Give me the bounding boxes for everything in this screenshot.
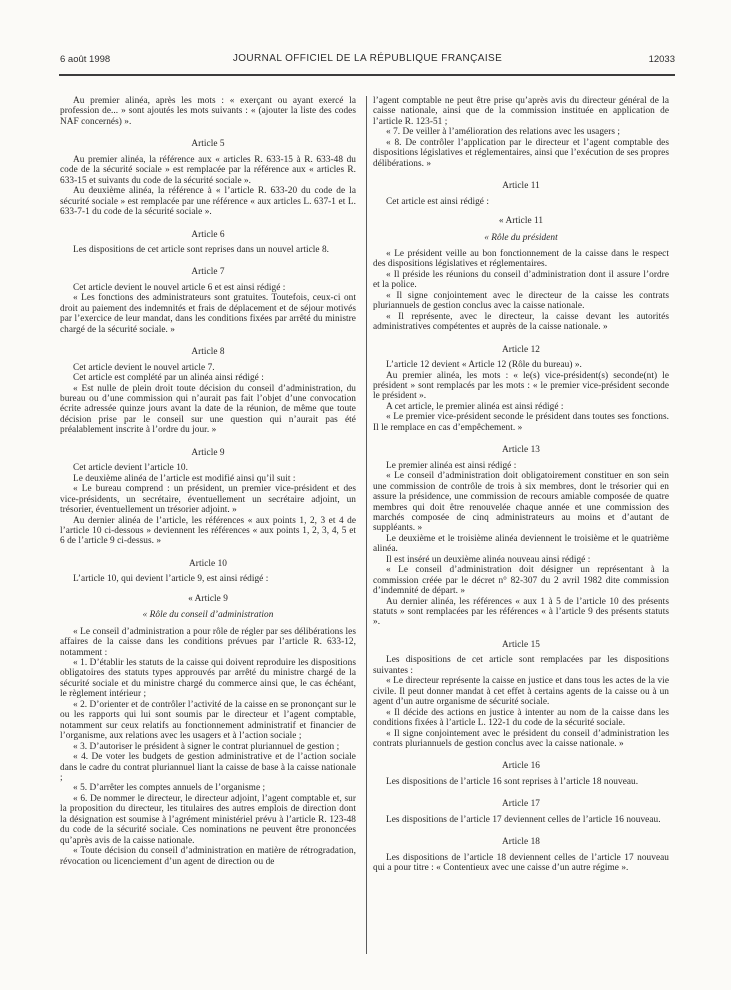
paragraph: Les dispositions de cet article sont remplacées par les dispositions suivantes : bbox=[373, 655, 669, 676]
paragraph: « 1. D’établir les statuts de la caisse qui doivent reproduire les dispositions obligatoires des statuts types approuvés par arrêté du ministre chargé de la sécurité sociale et du ministre chargé du commerce ainsi que, le cas échéant, le règlement intérieur ; bbox=[60, 658, 356, 700]
paragraph: « Le conseil d’administration a pour rôle de régler par ses délibérations les affaires de la caisse dans les conditions prévues par l’article R. 633-12, notamment : bbox=[60, 626, 356, 658]
paragraph: « 4. De voter les budgets de gestion administrative et de l’action sociale dans le cadre du contrat pluriannuel liant la caisse de base à la caisse nationale ; bbox=[60, 752, 356, 784]
paragraph: « Le directeur représente la caisse en justice et dans tous les actes de la vie civile. Il peut donner mandat à cet effet à certains agents de la caisse ou à un agent d’un autre organisme de sécurité sociale. bbox=[373, 676, 669, 708]
paragraph: « 6. De nommer le directeur, le directeur adjoint, l’agent comptable et, sur la proposition du directeur, les titulaires des autres emplois de direction dont la désignation est soumise à l’agrément ministériel prévu à l’article R. 123-48 du code de la sécurité sociale. Ces nominations ne peuvent être prononcées qu’après avis de la caisse nationale. bbox=[60, 793, 356, 846]
left-column bbox=[60, 96, 356, 867]
article-heading: Article 13 bbox=[502, 445, 540, 456]
paragraph: Au premier alinéa, la référence aux « articles R. 633-15 à R. 633-48 du code de la sécurité sociale » est remplacée par la référence aux « articles R. 633-15 et suivants du code de la sécurité sociale ». bbox=[60, 154, 356, 186]
paragraph: Les dispositions de cet article sont reprises dans un nouvel article 8. bbox=[73, 244, 330, 255]
header-date: 6 août 1998 bbox=[60, 54, 111, 65]
article-heading: Article 15 bbox=[502, 639, 540, 650]
quoted-article-subtitle: « Rôle du président bbox=[484, 232, 558, 243]
paragraph: Le premier alinéa est ainsi rédigé : bbox=[386, 460, 517, 471]
paragraph: Les dispositions de l’article 16 sont reprises à l’article 18 nouveau. bbox=[386, 776, 639, 787]
paragraph: Cet article devient le nouvel article 7. bbox=[73, 362, 215, 373]
header-rule bbox=[59, 74, 675, 76]
paragraph: « Il signe conjointement avec le président du conseil d’administration les contrats pluriannuels de gestion conclus avec la caisse nationale. » bbox=[373, 728, 669, 750]
running-head bbox=[60, 53, 675, 67]
paragraph: A cet article, le premier alinéa est ainsi rédigé : bbox=[386, 401, 564, 412]
paragraph: « Est nulle de plein droit toute décision du conseil d’administration, du bureau ou d’une commission qui n’aurait pas fait l’objet d’une convocation écrite adressée quinze jours avant la date de la réunion, de même que toute décision prise par le conseil sur une question qui n’aurait pas été préalablement inscrite à l’ordre du jour. » bbox=[60, 383, 356, 436]
paragraph: « 2. D’orienter et de contrôler l’activité de la caisse en se prononçant sur le ou les rapports qui lui sont soumis par le directeur et l’agent comptable, notamment sur ceux relatifs au fonctionnement administratif et financier de l’organisme, aux relations avec les usagers et à l’action sociale ; bbox=[60, 699, 357, 742]
paragraph: Au deuxième alinéa, la référence à « l’article R. 633-20 du code de la sécurité sociale » est remplacée par une référence « aux articles L. 637-1 et L. 633-7-1 du code de la sécurité sociale ». bbox=[60, 186, 356, 218]
paragraph: Les dispositions de l’article 18 deviennent celles de l’article 17 nouveau qui a pour titre : « Contentieux avec une caisse d’un autre régime ». bbox=[373, 852, 669, 874]
paragraph: « Le président veille au bon fonctionnement de la caisse dans le respect des dispositions législatives et réglementaires. bbox=[373, 248, 669, 270]
quoted-article-heading: « Article 9 bbox=[188, 593, 228, 604]
paragraph: Le deuxième et le troisième alinéa deviennent le troisième et le quatrième alinéa. bbox=[373, 533, 669, 555]
paragraph: Au premier alinéa, les mots : « le(s) vice-président(s) seconde(nt) le président » sont remplacés par les mots : « le premier vice-président seconde le président ». bbox=[373, 370, 669, 402]
paragraph: « Toute décision du conseil d’administration en matière de rétrogradation, révocation ou licenciement d’un agent de direction ou de bbox=[60, 846, 356, 867]
quoted-article-subtitle: « Rôle du conseil d’administration bbox=[142, 610, 274, 621]
column-divider bbox=[366, 96, 367, 954]
paragraph: l’agent comptable ne peut être prise qu’après avis du directeur général de la caisse nationale, ainsi que de la commission instituée en application de l’article R. 123-51 ; bbox=[373, 96, 669, 127]
article-heading: Article 5 bbox=[191, 139, 225, 150]
paragraph: « 5. D’arrêter les comptes annuels de l’organisme ; bbox=[73, 783, 266, 794]
article-heading: Article 6 bbox=[191, 229, 225, 240]
paragraph: « 7. De veiller à l’amélioration des relations avec les usagers ; bbox=[386, 127, 621, 138]
paragraph: « 8. De contrôler l’application par le directeur et l’agent comptable des dispositions législatives et réglementaires, ainsi que l’exécution de ses propres délibérations. » bbox=[373, 137, 669, 169]
paragraph: « Il préside les réunions du conseil d’administration dont il assure l’ordre et la police. bbox=[373, 269, 669, 291]
paragraph: Les dispositions de l’article 17 deviennent celles de l’article 16 nouveau. bbox=[386, 814, 661, 825]
page-number: 12033 bbox=[648, 54, 675, 65]
paragraph: « Le bureau comprend : un président, un premier vice-président et des vice-présidents, un secrétaire, éventuellement un secrétaire adjoint, un trésorier, éventuellement un trésorier adjoint. » bbox=[60, 484, 356, 516]
paragraph: « Les fonctions des administrateurs sont gratuites. Toutefois, ceux-ci ont droit au paiement des indemnités et frais de déplacement et de séjour motivés par l’exercice de leur mandat, dans les conditions fixées par arrêté du ministre chargé de la sécurité sociale. » bbox=[60, 293, 356, 335]
article-heading: Article 11 bbox=[502, 181, 540, 192]
paragraph: « Le premier vice-président seconde le président dans toutes ses fonctions. Il le remplace en cas d’empêchement. » bbox=[373, 412, 669, 433]
article-heading: Article 8 bbox=[191, 347, 225, 358]
paragraph: « Il représente, avec le directeur, la caisse devant les autorités administratives compétentes et auprès de la caisse nationale. » bbox=[373, 311, 669, 333]
paragraph: « Il décide des actions en justice à intenter au nom de la caisse dans les conditions fixées à l’article L. 122-1 du code de la sécurité sociale. bbox=[373, 707, 669, 729]
paragraph: « Le conseil d’administration doit désigner un représentant à la commission créée par le décret n° 82-307 du 2 avril 1982 dite commission d’indemnité de départ. » bbox=[373, 565, 669, 597]
paragraph: « 3. D’autoriser le président à signer le contrat pluriannuel de gestion ; bbox=[73, 741, 340, 752]
article-heading: Article 10 bbox=[189, 558, 227, 569]
article-heading: Article 7 bbox=[191, 267, 225, 278]
article-heading: Article 12 bbox=[502, 344, 540, 355]
article-heading: Article 17 bbox=[502, 799, 540, 810]
paragraph: Cet article est ainsi rédigé : bbox=[386, 196, 489, 207]
quoted-article-heading: « Article 11 bbox=[498, 216, 544, 227]
paragraph: Il est inséré un deuxième alinéa nouveau ainsi rédigé : bbox=[386, 554, 591, 565]
paragraph: Cet article devient l’article 10. bbox=[73, 463, 188, 474]
paragraph: Cet article devient le nouvel article 6 et est ainsi rédigé : bbox=[73, 282, 286, 293]
paragraph: Au dernier alinéa de l’article, les références « aux points 1, 2, 3 et 4 de l’article 10 ci-dessous » deviennent les références « aux points 1, 2, 3, 4, 5 et 6 de l’article 9 ci-dessus. » bbox=[60, 515, 356, 547]
paragraph: Au dernier alinéa, les références « aux 1 à 5 de l’article 10 des présents statuts » sont remplacées par les références « à l’article 9 des présents statuts ». bbox=[373, 596, 669, 628]
paragraph: Cet article est complété par un alinéa ainsi rédigé : bbox=[73, 373, 264, 384]
article-heading: Article 9 bbox=[191, 447, 225, 458]
paragraph: « Il signe conjointement avec le directeur de la caisse les contrats pluriannuels de gestion conclus avec la caisse nationale. bbox=[373, 290, 669, 312]
article-heading: Article 18 bbox=[502, 837, 540, 848]
paragraph: L’article 12 devient « Article 12 (Rôle du bureau) ». bbox=[386, 360, 582, 371]
article-heading: Article 16 bbox=[502, 761, 540, 772]
paragraph: « Le conseil d’administration doit obligatoirement constituer en son sein une commission de contrôle de trois à six membres, dont le trésorier qui en assure la présidence, une commission de recours amiable composée de quatre membres qui doit être renouvelée chaque année et une commission des marchés composée de cinq administrateurs au moins et d’autant de suppléants. » bbox=[373, 471, 669, 534]
paragraph: L’article 10, qui devient l’article 9, est ainsi rédigé : bbox=[73, 574, 269, 585]
journal-title: JOURNAL OFFICIEL DE LA RÉPUBLIQUE FRANÇAISE bbox=[232, 53, 503, 64]
right-column bbox=[373, 96, 669, 874]
paragraph: Le deuxième alinéa de l’article est modifié ainsi qu’il suit : bbox=[73, 473, 296, 484]
paragraph: Au premier alinéa, après les mots : « exerçant ou ayant exercé la profession de... » sont ajoutés les mots suivants : « (ajouter la liste des codes NAF concernés) ». bbox=[60, 96, 356, 127]
